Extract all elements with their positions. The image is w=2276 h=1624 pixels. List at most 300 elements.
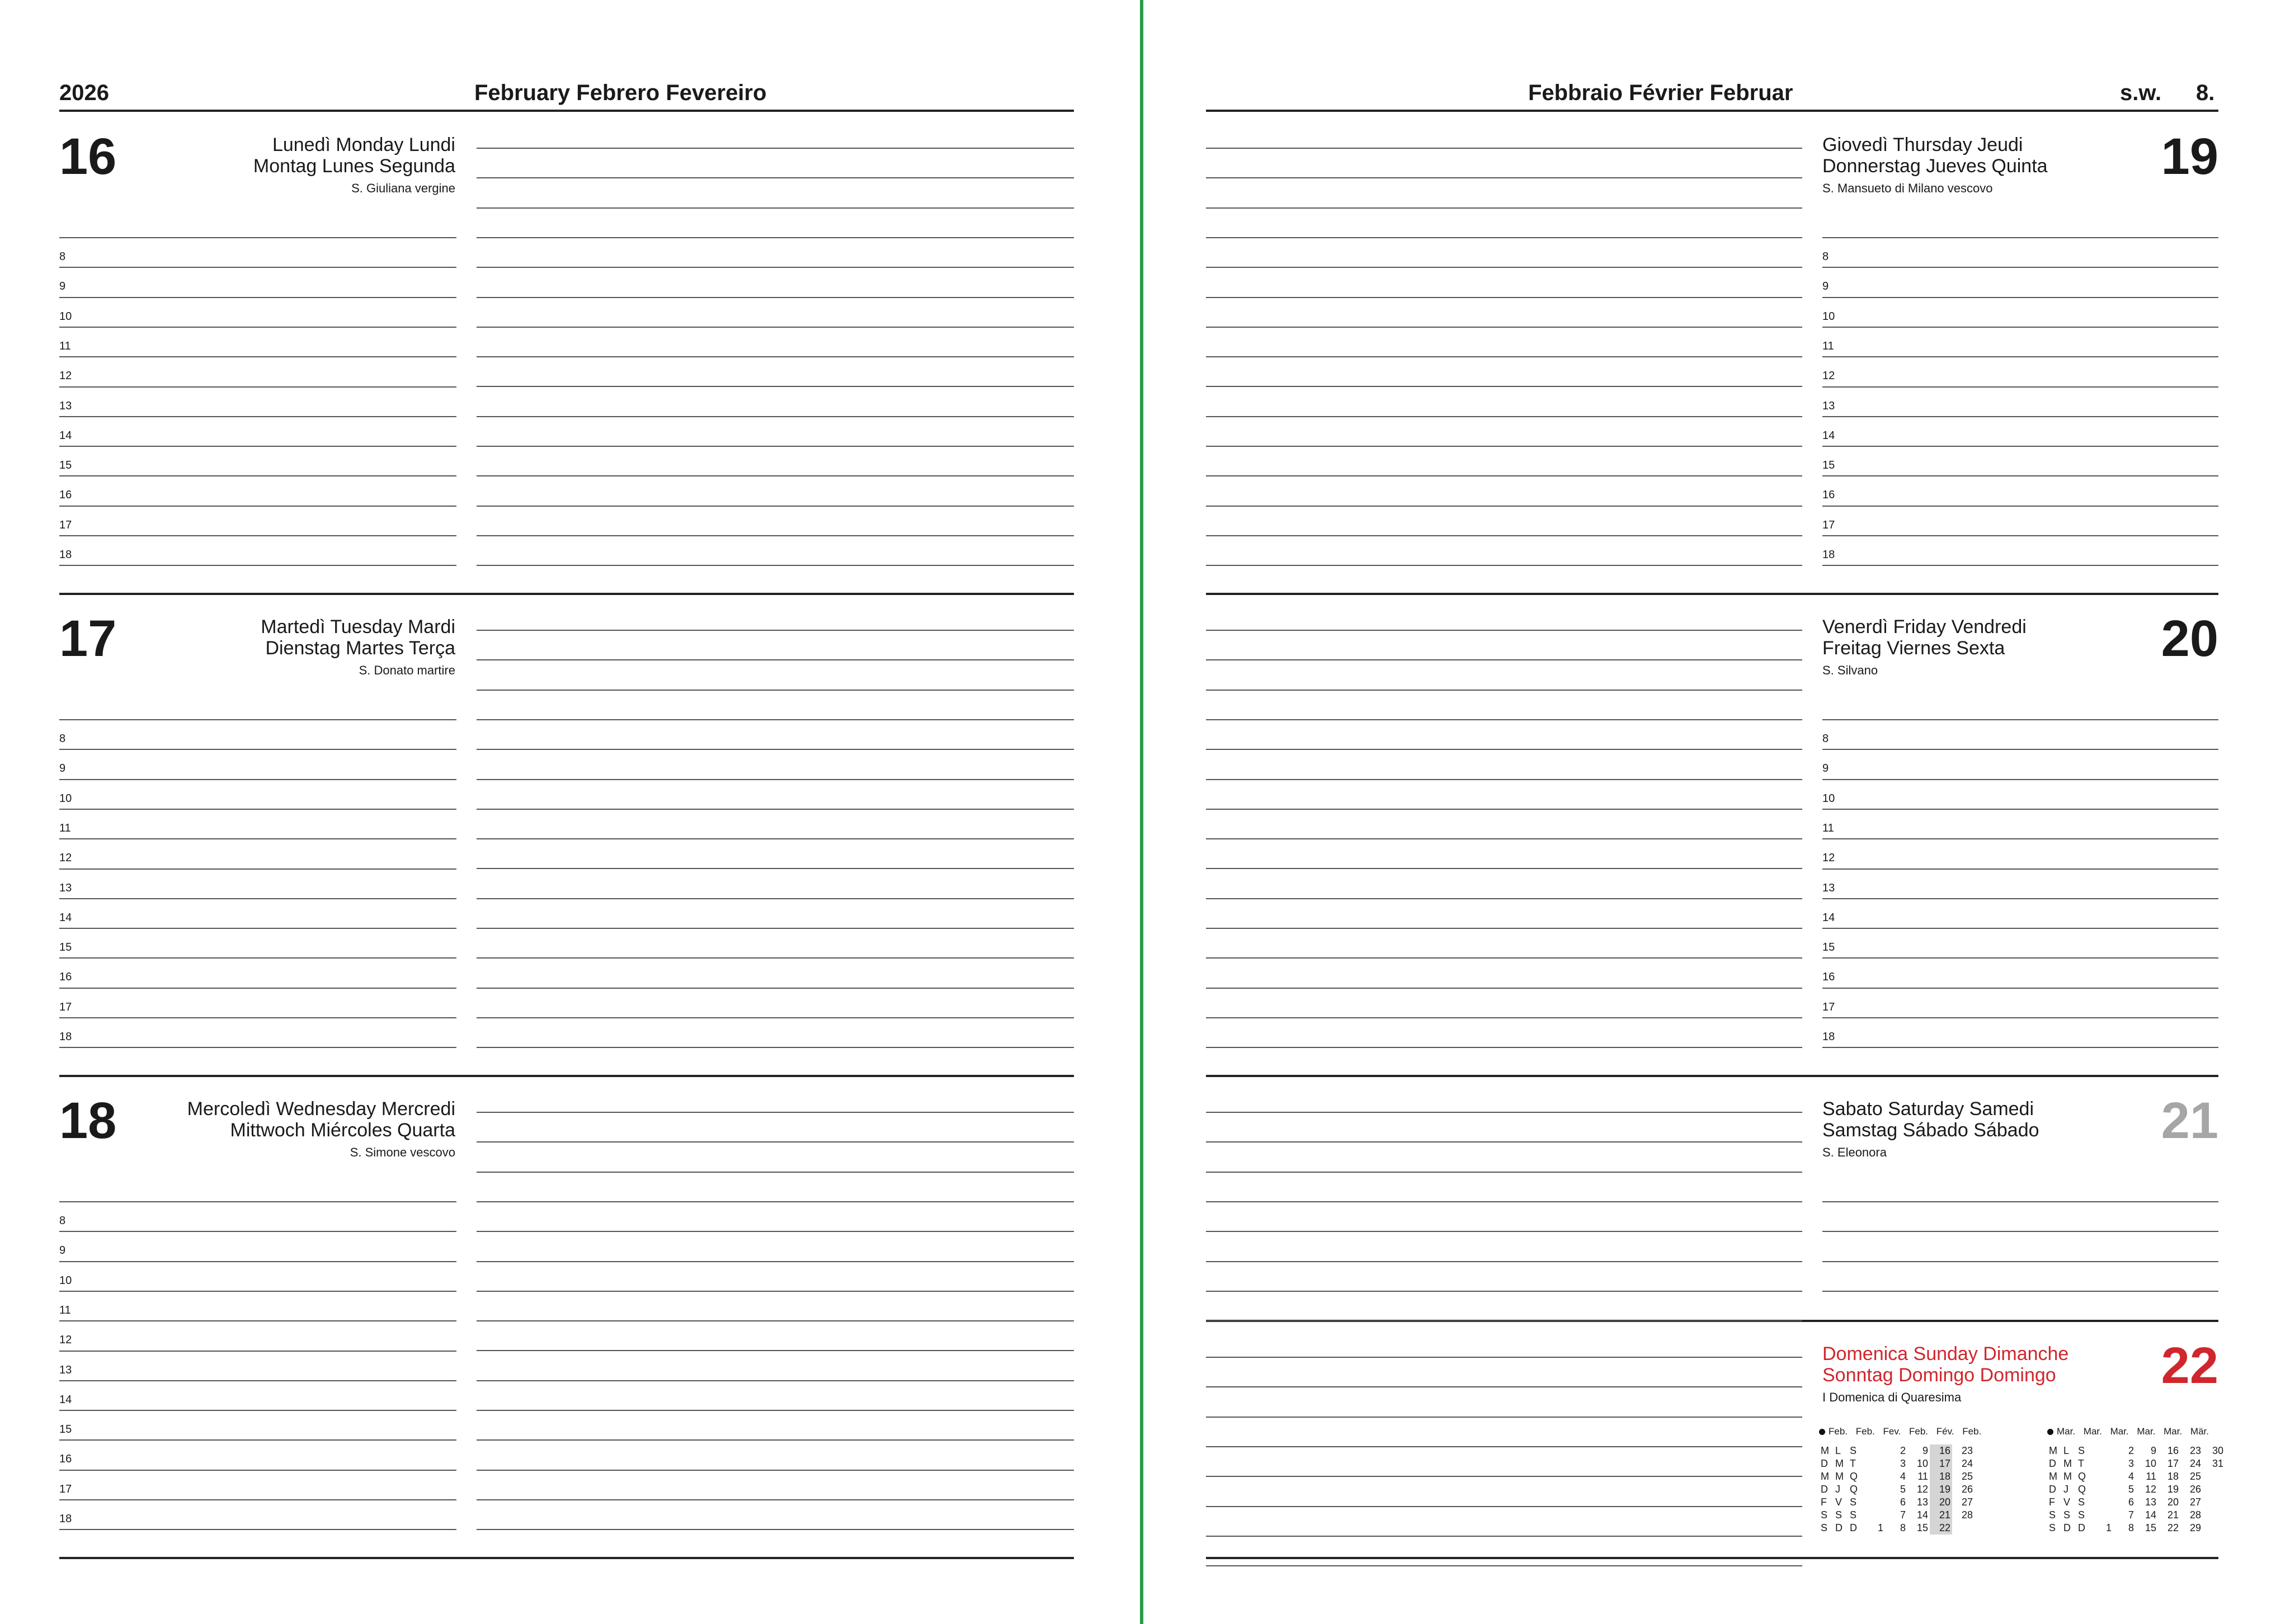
hour-line [59, 1529, 456, 1530]
mini-calendar-cell: J [1835, 1484, 1840, 1495]
mini-calendar-cell: 19 [1930, 1483, 1952, 1496]
hour-label: 10 [59, 1274, 72, 1287]
day-number: 22 [2161, 1337, 2218, 1394]
hour-line [1822, 868, 2218, 870]
hour-label: 10 [1822, 310, 1835, 323]
hour-label: 10 [1822, 792, 1835, 805]
mini-calendar-cell: D [2078, 1522, 2085, 1533]
mini-calendar-cell: M [1835, 1458, 1844, 1469]
mini-calendar-cell: 18 [2167, 1471, 2179, 1482]
mini-calendar-cell [1863, 1496, 1885, 1509]
note-line [1206, 356, 1802, 357]
mini-calendar-cell: 25 [2189, 1471, 2201, 1482]
hour-line [1822, 1017, 2218, 1018]
note-line [477, 356, 1074, 357]
line [1822, 1261, 2218, 1262]
note-line [477, 565, 1074, 566]
saint-name: S. Simone vescovo [350, 1145, 455, 1159]
note-line [477, 1017, 1074, 1018]
day-name-line2: Mittwoch Miércoles Quarta [230, 1120, 455, 1141]
hour-label: 13 [59, 1363, 72, 1376]
hour-line [59, 327, 456, 328]
mini-calendar-cell [2091, 1470, 2113, 1483]
hour-label: 14 [1822, 429, 1835, 442]
mini-calendar-cell: 22 [2167, 1522, 2179, 1533]
mini-calendar-cell: S [2049, 1522, 2056, 1533]
note-line [477, 1350, 1074, 1351]
mini-calendar-cell: D [1850, 1522, 1857, 1533]
hour-label: 11 [59, 339, 71, 352]
mini-calendar-cell: 14 [2145, 1509, 2156, 1521]
day-separator [59, 1557, 1074, 1559]
mini-calendar-cell: S [2078, 1509, 2085, 1521]
hour-line [59, 386, 456, 388]
note-line [1206, 297, 1802, 298]
saint-name: S. Eleonora [1822, 1145, 1887, 1159]
hour-line [1822, 779, 2218, 780]
mini-calendar-cell [2091, 1483, 2113, 1496]
mini-calendar-cell: 1 [2105, 1522, 2112, 1533]
mini-calendar-cell: 1 [1877, 1522, 1883, 1533]
day-separator [59, 1075, 1074, 1077]
hour-line [59, 928, 456, 929]
mini-calendar-cell: S [1835, 1509, 1843, 1521]
note-line [1206, 719, 1802, 720]
mini-calendar-cell: 5 [2128, 1484, 2134, 1495]
hour-line [1822, 898, 2218, 899]
hour-label: 16 [59, 1453, 72, 1466]
mini-calendar-cell: 3 [1900, 1458, 1906, 1469]
saint-name: S. Giuliana vergine [351, 181, 455, 195]
hour-label: 8 [1822, 733, 1829, 745]
mini-calendar-cell: 16 [2167, 1445, 2179, 1456]
hour-line [59, 267, 456, 268]
mini-calendar-cell: 19 [2167, 1484, 2179, 1495]
hour-line [59, 237, 456, 238]
note-line [477, 1410, 1074, 1411]
day-separator [1206, 1557, 2218, 1559]
hour-line [1822, 988, 2218, 989]
hour-line [1822, 957, 2218, 959]
note-line [477, 237, 1074, 238]
hour-label: 17 [59, 1483, 72, 1495]
mini-calendar-cell [2203, 1509, 2225, 1522]
hour-line [59, 1291, 456, 1292]
mini-calendar-cell: 16 [1930, 1444, 1952, 1457]
hour-line [1822, 446, 2218, 447]
right-month-title: Febbraio Février Februar [1528, 81, 1793, 105]
note-line [1206, 1261, 1802, 1262]
mini-calendar-cell: 4 [2128, 1471, 2134, 1482]
note-line [477, 1112, 1074, 1113]
hour-label: 13 [59, 881, 72, 894]
mini-calendar-cell: 3 [2128, 1458, 2134, 1469]
mini-calendar-cell: S [1850, 1509, 1857, 1521]
mini-calendar-cell [2091, 1457, 2113, 1470]
mini-calendar-cell: T [2078, 1458, 2084, 1469]
hour-line [1822, 749, 2218, 750]
mini-calendar-cell: S [2063, 1509, 2071, 1521]
mini-calendar-cell: 28 [1961, 1509, 1973, 1521]
hour-label: 14 [59, 429, 72, 442]
mini-calendar-cell: 10 [2145, 1458, 2156, 1469]
mini-calendar-cell: V [2063, 1496, 2071, 1508]
right-header-rule [1206, 110, 2218, 112]
note-line [477, 1291, 1074, 1292]
note-line [477, 659, 1074, 660]
mini-calendar-cell: T [1850, 1458, 1856, 1469]
note-line [477, 267, 1074, 268]
hour-label: 12 [1822, 852, 1835, 865]
mini-calendar-cell: 8 [1900, 1522, 1906, 1533]
hour-line [1822, 416, 2218, 417]
hour-label: 16 [59, 971, 72, 984]
mini-calendar-cell: L [2063, 1445, 2070, 1456]
day-name-line1: Giovedì Thursday Jeudi [1822, 134, 2023, 155]
hour-label: 14 [1822, 911, 1835, 924]
mini-calendar-cell: J [2063, 1484, 2068, 1495]
mini-calendar-cell: F [2049, 1496, 2055, 1508]
note-line [1206, 779, 1802, 780]
hour-label: 18 [1822, 1031, 1835, 1043]
mini-calendar-cell: 2 [1900, 1445, 1906, 1456]
day-number: 19 [2161, 128, 2218, 185]
note-line [477, 928, 1074, 929]
hour-label: 13 [1822, 881, 1835, 894]
note-line [1206, 1446, 1802, 1447]
hour-line [1822, 565, 2218, 566]
hour-label: 10 [59, 310, 72, 323]
note-line [1206, 1476, 1802, 1477]
mini-calendar-cell: M [2049, 1445, 2057, 1456]
hour-line [59, 475, 456, 476]
hour-line [1822, 356, 2218, 357]
note-line [1206, 868, 1802, 869]
hour-line [1822, 386, 2218, 388]
mini-calendar-cell: Q [1850, 1484, 1858, 1495]
hour-label: 8 [59, 251, 66, 263]
hour-line [59, 719, 456, 720]
mini-calendar-cell: 6 [2128, 1496, 2134, 1508]
mini-calendar-cell: S [1821, 1509, 1828, 1521]
line [1822, 1291, 2218, 1292]
mini-calendar-cell: 9 [2150, 1445, 2156, 1456]
note-line [477, 988, 1074, 989]
mini-calendar-cell: S [2049, 1509, 2056, 1521]
hour-label: 15 [1822, 941, 1835, 954]
mini-calendar-cell: 12 [2145, 1484, 2156, 1495]
day-name-line2: Freitag Viernes Sexta [1822, 638, 2005, 659]
day-name-line2: Sonntag Domingo Domingo [1822, 1365, 2056, 1386]
hour-line [1822, 506, 2218, 507]
note-line [1206, 1141, 1802, 1143]
note-line [477, 1047, 1074, 1048]
hour-label: 12 [1822, 370, 1835, 383]
hour-label: 9 [59, 1244, 66, 1257]
mini-calendar-cell: M [2049, 1471, 2057, 1482]
day-name-line1: Sabato Saturday Samedi [1822, 1098, 2034, 1120]
hour-line [59, 1410, 456, 1411]
mini-calendar-cell: 13 [2145, 1496, 2156, 1508]
hour-label: 15 [1822, 459, 1835, 472]
left-header-rule [59, 110, 1074, 112]
hour-line [59, 1439, 456, 1441]
mini-calendar-cell: S [1850, 1496, 1857, 1508]
mini-calendar-cell: S [2078, 1445, 2085, 1456]
mini-calendar-cell: 9 [1922, 1445, 1928, 1456]
mini-calendar-cell: 18 [1930, 1470, 1952, 1483]
note-line [1206, 475, 1802, 476]
line [1822, 1201, 2218, 1202]
mini-calendar-cell: Q [1850, 1471, 1858, 1482]
mini-calendar-months: Mar. Mar. Mar. Mar. Mar. Mär. [2057, 1426, 2209, 1437]
hour-label: 15 [59, 941, 72, 954]
day-number: 21 [2161, 1092, 2218, 1149]
hour-line [59, 1047, 456, 1048]
mini-calendar-cell: M [1835, 1471, 1844, 1482]
mini-calendar-cell: D [2049, 1458, 2056, 1469]
note-line [1206, 838, 1802, 839]
note-line [477, 207, 1074, 209]
note-line [1206, 690, 1802, 691]
hour-line [59, 356, 456, 357]
mini-calendar-cell [2203, 1470, 2225, 1483]
line [1822, 1231, 2218, 1232]
hour-line [1822, 327, 2218, 328]
mini-calendar-cell: 15 [2145, 1522, 2156, 1533]
note-line [477, 416, 1074, 417]
saint-name: S. Donato martire [359, 663, 455, 677]
mini-calendar-cell: 14 [1916, 1509, 1928, 1521]
mini-calendar-cell: F [1821, 1496, 1827, 1508]
note-line [1206, 1201, 1802, 1202]
mini-calendar-cell: 21 [2167, 1509, 2179, 1521]
hour-label: 11 [1822, 339, 1834, 352]
bullet-icon [1819, 1429, 1825, 1435]
mini-calendar-cell [2091, 1509, 2113, 1522]
note-line [1206, 1386, 1802, 1387]
note-line [477, 506, 1074, 507]
mini-calendar-cell: 29 [2189, 1522, 2201, 1533]
day-name-line1: Lunedì Monday Lundi [272, 134, 455, 155]
note-line [1206, 327, 1802, 328]
note-line [1206, 988, 1802, 989]
note-line [1206, 237, 1802, 238]
mini-calendar-cell: 25 [1961, 1471, 1973, 1482]
saint-name: S. Silvano [1822, 663, 1878, 677]
mini-calendar-months: Feb. Feb. Fev. Feb. Fév. Feb. [1829, 1426, 1982, 1437]
note-line [1206, 898, 1802, 899]
note-line [477, 1529, 1074, 1530]
note-line [477, 327, 1074, 328]
hour-label: 17 [1822, 518, 1835, 531]
hour-line [1822, 475, 2218, 476]
note-line [477, 719, 1074, 720]
mini-calendar-cell: 27 [1961, 1496, 1973, 1508]
note-line [1206, 1231, 1802, 1232]
hour-label: 9 [59, 280, 66, 293]
mini-calendar-cell: S [1850, 1445, 1857, 1456]
note-line [477, 1201, 1074, 1202]
saint-name: I Domenica di Quaresima [1822, 1390, 1962, 1404]
day-name-line1: Venerdì Friday Vendredi [1822, 616, 2027, 638]
note-line [477, 1261, 1074, 1262]
hour-line [59, 868, 456, 870]
note-line [1206, 386, 1802, 387]
hour-label: 9 [1822, 280, 1829, 293]
hour-label: 8 [59, 733, 66, 745]
mini-calendar-cell: 7 [2128, 1509, 2134, 1521]
note-line [1206, 957, 1802, 959]
day-name-line2: Dienstag Martes Terça [265, 638, 455, 659]
hour-label: 13 [59, 399, 72, 412]
mini-calendar-cell: 23 [1961, 1445, 1973, 1456]
mini-calendar-cell: 17 [2167, 1458, 2179, 1469]
hour-label: 9 [1822, 762, 1829, 775]
mini-calendar-cell: 24 [1961, 1458, 1973, 1469]
note-line [477, 690, 1074, 691]
mini-calendar-cell: 7 [1900, 1509, 1906, 1521]
hour-label: 17 [59, 1000, 72, 1013]
mini-calendar-cell: 13 [1916, 1496, 1928, 1508]
day-name-line2: Donnerstag Jueves Quinta [1822, 155, 2048, 177]
mini-calendar-cell: 24 [2189, 1458, 2201, 1469]
hour-line [59, 1380, 456, 1381]
hour-line [1822, 719, 2218, 720]
hour-line [59, 957, 456, 959]
mini-calendar-cell: 26 [1961, 1484, 1973, 1495]
mini-calendar-cell: M [2063, 1471, 2072, 1482]
hour-label: 9 [59, 762, 66, 775]
mini-calendar-cell: 31 [2212, 1458, 2223, 1469]
mini-calendar-cell: 6 [1900, 1496, 1906, 1508]
note-line [1206, 1017, 1802, 1018]
day-number: 20 [2161, 610, 2218, 667]
year-label: 2026 [59, 81, 109, 105]
mini-calendar-cell: D [1835, 1522, 1843, 1533]
note-line [477, 446, 1074, 447]
day-separator [1206, 1075, 2218, 1077]
hour-label: 12 [59, 852, 72, 865]
hour-label: 8 [59, 1215, 66, 1227]
note-line [1206, 267, 1802, 268]
note-line [1206, 1565, 1802, 1566]
hour-line [1822, 237, 2218, 238]
note-line [477, 177, 1074, 178]
day-separator [59, 593, 1074, 595]
note-line [1206, 1112, 1802, 1113]
hour-line [1822, 1047, 2218, 1048]
day-name-line1: Domenica Sunday Dimanche [1822, 1343, 2069, 1365]
mini-calendar-cell: S [2078, 1496, 2085, 1508]
note-line [477, 1141, 1074, 1143]
note-line [477, 809, 1074, 810]
hour-label: 16 [1822, 489, 1835, 502]
note-line [477, 1172, 1074, 1173]
hour-line [59, 535, 456, 536]
note-line [477, 1439, 1074, 1441]
mini-calendar-cell: 2 [2128, 1445, 2134, 1456]
spine-divider [1140, 0, 1143, 1624]
mini-calendar-cell: 22 [1930, 1522, 1952, 1535]
mini-calendar-cell: 17 [1930, 1457, 1952, 1470]
hour-line [59, 1351, 456, 1352]
note-line [477, 1380, 1074, 1381]
hour-line [59, 1499, 456, 1500]
note-line [1206, 1172, 1802, 1173]
day-number: 18 [59, 1092, 117, 1149]
mini-calendar-cell: Q [2078, 1484, 2086, 1495]
mini-calendar-cell [1952, 1522, 1975, 1535]
mini-calendar-cell: 20 [1930, 1496, 1952, 1509]
note-line [477, 1470, 1074, 1471]
note-line [1206, 1047, 1802, 1048]
day-name-line1: Mercoledì Wednesday Mercredi [187, 1098, 455, 1120]
mini-calendar-cell: 26 [2189, 1484, 2201, 1495]
saint-name: S. Mansueto di Milano vescovo [1822, 181, 1993, 195]
day-separator [1206, 593, 2218, 595]
mini-calendar-cell: M [1821, 1445, 1829, 1456]
hour-label: 12 [59, 1334, 72, 1347]
hour-line [59, 1320, 456, 1321]
mini-calendar-cell: S [1821, 1522, 1828, 1533]
mini-calendar-cell: 21 [1930, 1509, 1952, 1522]
day-number: 17 [59, 610, 117, 667]
hour-label: 18 [59, 1031, 72, 1043]
note-line [1206, 446, 1802, 447]
mini-calendar-cell: M [1821, 1471, 1829, 1482]
mini-calendar-cell: 8 [2128, 1522, 2134, 1533]
note-line [477, 1320, 1074, 1321]
note-line [1206, 1291, 1802, 1292]
note-line [477, 779, 1074, 780]
hour-label: 13 [1822, 399, 1835, 412]
hour-label: 14 [59, 911, 72, 924]
hour-line [59, 506, 456, 507]
mini-calendar-cell: 30 [2212, 1445, 2223, 1456]
hour-line [59, 749, 456, 750]
note-line [1206, 1506, 1802, 1507]
mini-calendar-cell: 15 [1916, 1522, 1928, 1533]
note-line [477, 1499, 1074, 1500]
note-line [1206, 177, 1802, 178]
hour-label: 18 [1822, 549, 1835, 561]
mini-calendar-cell: Q [2078, 1471, 2086, 1482]
note-line [1206, 148, 1802, 149]
hour-label: 16 [59, 489, 72, 502]
hour-line [1822, 297, 2218, 298]
note-line [1206, 809, 1802, 810]
note-line [1206, 630, 1802, 631]
mini-calendar-grid [2047, 1444, 2225, 1535]
mini-calendar-cell: D [1821, 1484, 1828, 1495]
mini-calendar-cell [1863, 1444, 1885, 1457]
hour-line [59, 1261, 456, 1262]
week-number: 8. [2196, 81, 2215, 105]
note-line [1206, 207, 1802, 209]
mini-calendar-cell [2091, 1496, 2113, 1509]
note-line [1206, 749, 1802, 750]
note-line [477, 898, 1074, 899]
note-line [1206, 1417, 1802, 1418]
mini-calendar-cell: 5 [1900, 1484, 1906, 1495]
note-line [477, 749, 1074, 750]
hour-label: 15 [59, 1423, 72, 1436]
note-line [477, 630, 1074, 631]
mini-calendar-cell: V [1835, 1496, 1843, 1508]
mini-calendar-cell: M [2063, 1458, 2072, 1469]
hour-label: 15 [59, 459, 72, 472]
